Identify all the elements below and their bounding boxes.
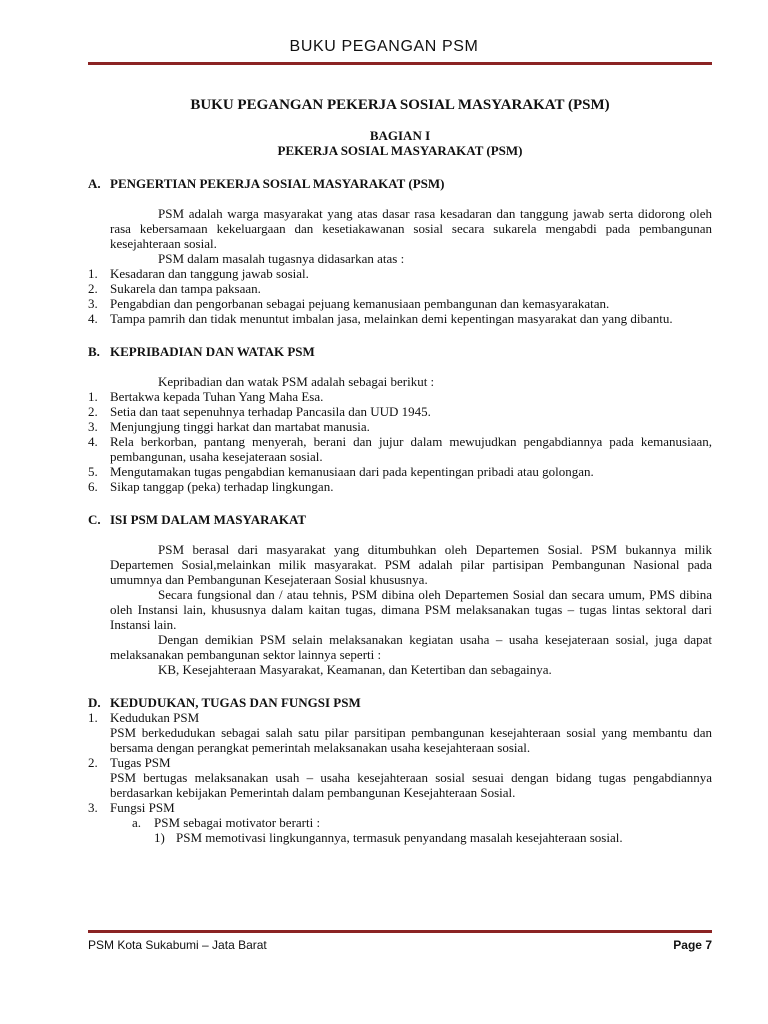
paragraph: KB, Kesejahteraan Masyarakat, Keamanan, dan Ketertiban dan sebagainya. [158, 662, 552, 677]
paragraph: PSM adalah warga masyarakat yang atas dasar rasa kesadaran dan tanggung jawab serta didorong oleh rasa kebersamaan kekeluargaan dan kesetiakawanan sosial secara sukarela mengabdi pada pembangunan kesejahteraan sosial. [110, 206, 712, 251]
list-item: 2. Sukarela dan tampa paksaan. [88, 281, 261, 296]
list-item: 6. Sikap tanggap (peka) terhadap lingkungan. [88, 479, 334, 494]
section-a-heading [88, 176, 712, 191]
section-letter: B. [88, 344, 100, 359]
paragraph: Secara fungsional dan / atau tehnis, PSM dibina oleh Departemen Sosial dan secara umum, PMS dibina oleh Instansi lain, khususnya dalam kaitan tugas, dimana PSM melaksanakan tugas – tugas lintas sektoral dari Instansi lain. [110, 587, 712, 632]
paragraph: PSM berasal dari masyarakat yang ditumbuhkan oleh Departemen Sosial. PSM bukannya milik Departemen Sosial,melainkan milik masyarakat. PSM adalah pilar partisipan Pembangunan Nasional pada umumnya dan Pembangunan Kesejateraan Sosial khususnya. [110, 542, 712, 587]
list-item: 4. Tampa pamrih dan tidak menuntut imbalan jasa, melainkan demi kepentingan masyarakat dan yang dibantu. [88, 311, 673, 326]
paragraph: Dengan demikian PSM selain melaksanakan kegiatan usaha – usaha kesejateraan sosial, juga dapat melaksanakan pembangunan sektor lainnya seperti : [110, 632, 712, 662]
section-letter: D. [88, 695, 101, 710]
list-d [88, 710, 712, 815]
list-item: 5. Mengutamakan tugas pengabdian kemanusiaan dari pada kepentingan pribadi atau golongan. [88, 464, 594, 479]
section-letter: C. [88, 512, 101, 527]
item-title: Tugas PSM [110, 755, 171, 770]
document-body [88, 96, 712, 845]
page-footer [88, 938, 712, 952]
section-d-heading [88, 695, 712, 710]
section-title: KEPRIBADIAN DAN WATAK PSM [110, 344, 315, 359]
list-item: 3. Menjungjung tinggi harkat dan martabat manusia. [88, 419, 370, 434]
section-letter: A. [88, 176, 101, 191]
list-b [88, 389, 712, 494]
list-item: 1. Bertakwa kepada Tuhan Yang Maha Esa. [88, 389, 324, 404]
header-rule [88, 62, 712, 65]
document-title: BUKU PEGANGAN PEKERJA SOSIAL MASYARAKAT (PSM) [190, 97, 610, 113]
list-item: 3. Fungsi PSM [88, 800, 712, 815]
item-text: PSM bertugas melaksanakan usah – usaha kesejahteraan sosial sesuai dengan bidang tugas pengabdiannya berdasarkan kebijakan Pemerintah dalam pembangunan Kesejahteraan Sosial. [110, 770, 712, 800]
item-title: Kedudukan PSM [110, 710, 200, 725]
paragraph: PSM dalam masalah tugasnya didasarkan atas : [158, 251, 405, 266]
section-title: ISI PSM DALAM MASYARAKAT [110, 512, 307, 527]
footer-rule [88, 930, 712, 933]
paragraph: Kepribadian dan watak PSM adalah sebagai berikut : [158, 374, 435, 389]
part-subtitle: PEKERJA SOSIAL MASYARAKAT (PSM) [277, 143, 523, 158]
section-title: KEDUDUKAN, TUGAS DAN FUNGSI PSM [110, 695, 361, 710]
section-c-heading [88, 512, 712, 527]
section-b-heading [88, 344, 712, 359]
running-header: BUKU PEGANGAN PSM [289, 38, 479, 55]
list-item: 3. Pengabdian dan pengorbanan sebagai pejuang kemanusiaan pembangunan dan kemasyarakatan. [88, 296, 610, 311]
sub-item-a: a. PSM sebagai motivator berarti : [132, 815, 321, 830]
part-label: BAGIAN I [369, 128, 431, 143]
list-item: 1. Kedudukan PSM PSM berkedudukan sebagai salah satu pilar parsitipan pembangunan kesejahteraan sosial yang membantu dan bersama dengan perangkat pemerintah melaksanakan usaha kesejahteraan sosial. [88, 710, 712, 755]
item-text: PSM berkedudukan sebagai salah satu pilar parsitipan pembangunan kesejahteraan sosial yang membantu dan bersama dengan perangkat pemerintah melaksanakan usaha kesejahteraan sosial. [110, 725, 712, 755]
sub-item-a1: 1) PSM memotivasi lingkungannya, termasuk penyandang masalah kesejahteraan sosial. [154, 830, 623, 845]
footer-left-text: PSM Kota Sukabumi – Jata Barat [88, 938, 267, 952]
list-item: 1. Kesadaran dan tanggung jawab sosial. [88, 266, 309, 281]
list-a [88, 266, 712, 326]
section-title: PENGERTIAN PEKERJA SOSIAL MASYARAKAT (PSM) [110, 176, 445, 191]
list-item: 2. Setia dan taat sepenuhnya terhadap Pancasila dan UUD 1945. [88, 404, 431, 419]
item-title: Fungsi PSM [110, 800, 175, 815]
list-item: 2. Tugas PSM PSM bertugas melaksanakan usah – usaha kesejahteraan sosial sesuai dengan bidang tugas pengabdiannya berdasarkan kebijakan Pemerintah dalam pembangunan Kesejahteraan Sosial. [88, 755, 712, 800]
page-number: Page 7 [673, 938, 712, 952]
list-item: 4. Rela berkorban, pantang menyerah, berani dan jujur dalam mewujudkan pengabdiannya pada kemanusiaan, pembangunan, usaha kesejateraan sosial. [88, 434, 712, 464]
